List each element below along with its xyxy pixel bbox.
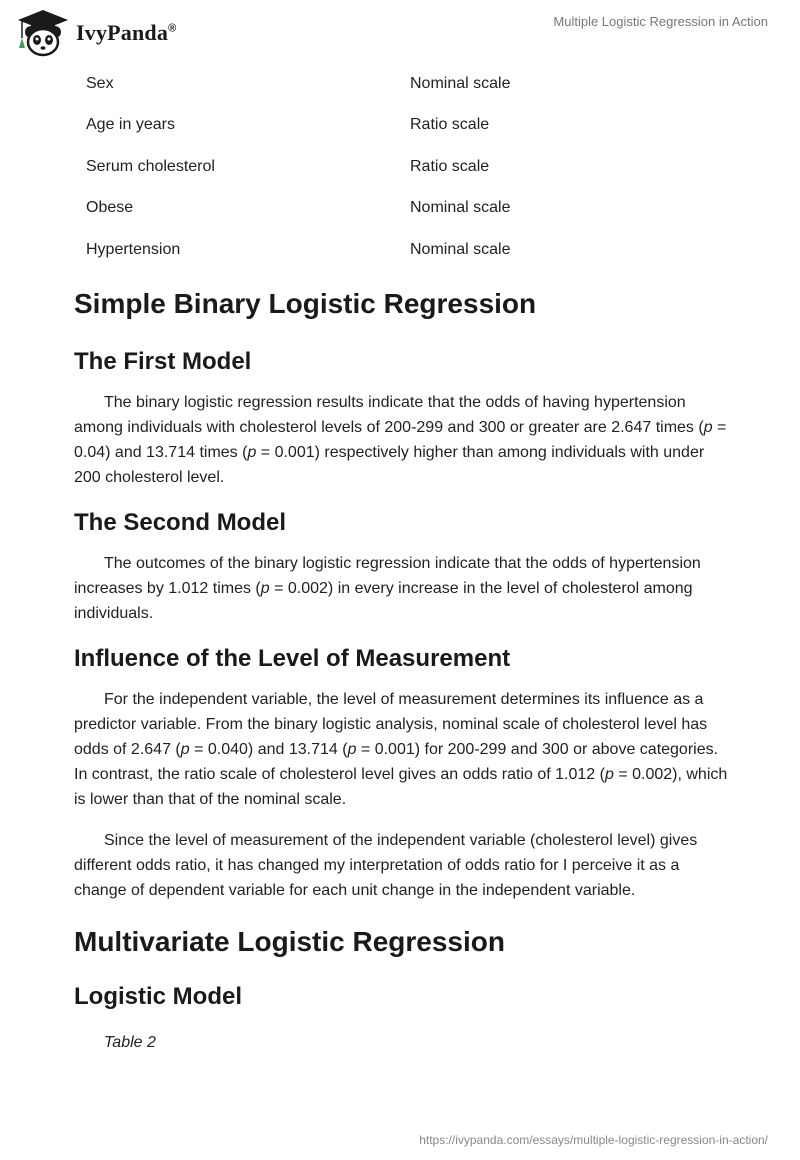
brand-text: IvyPanda (76, 20, 169, 45)
registered-mark: ® (168, 22, 177, 35)
panda-graduate-icon (14, 8, 72, 58)
ivypanda-logo[interactable] (14, 8, 176, 58)
text-span: = 0.002), which is lower than that of the nominal scale. (74, 766, 728, 808)
p-symbol: p (247, 444, 257, 461)
table-row (86, 188, 726, 230)
heading-influence: Influence of the Level of Measurement (74, 645, 511, 672)
p-symbol: p (604, 766, 614, 783)
article-body (74, 272, 734, 1055)
paragraph-influence-1 (74, 687, 734, 812)
document-title: Multiple Logistic Regression in Action (553, 14, 768, 29)
paragraph-second-model (74, 551, 734, 626)
scale-cell: Ratio scale (410, 157, 490, 175)
variable-cell: Age in years (86, 116, 175, 134)
text-span: The outcomes of the binary logistic regression indicate that the odds of hypertension increases by 1.012 times ( (74, 555, 701, 597)
scale-cell: Nominal scale (410, 74, 511, 92)
variables-table (86, 63, 726, 271)
heading-first-model: The First Model (74, 348, 252, 375)
scale-cell: Nominal scale (410, 199, 511, 217)
heading-simple-binary: Simple Binary Logistic Regression (74, 288, 537, 319)
text-span: The binary logistic regression results indicate that the odds of having hypertension among individuals with cholesterol levels of 200-299 and 300 or greater are 2.647 times ( (74, 394, 704, 436)
heading-second-model: The Second Model (74, 509, 287, 536)
variable-cell: Obese (86, 199, 134, 217)
p-symbol: p (703, 419, 713, 436)
table-row (86, 146, 726, 188)
scale-cell: Nominal scale (410, 240, 511, 258)
paragraph-first-model (74, 390, 734, 490)
heading-logistic-model: Logistic Model (74, 983, 242, 1010)
variable-cell: Serum cholesterol (86, 157, 215, 175)
paragraph-influence-2: Since the level of measurement of the independent variable (cholesterol level) gives different odds ratio, it has changed my interpretation of odds ratio for I perceive it as a change of dependent variable for each unit change in the independent variable. (74, 832, 698, 899)
text-span: = 0.040) and 13.714 ( (189, 741, 348, 758)
brand-name (76, 20, 176, 46)
table-caption: Table 2 (104, 1034, 156, 1051)
text-span: For the independent variable, the level of measurement determines its influence as a predictor variable. From the binary logistic analysis, nominal scale of cholesterol level has odds of 2.647 ( (74, 691, 708, 758)
text-span: = 0.002) in every increase in the level of cholesterol among individuals. (74, 580, 693, 622)
table-row (86, 105, 726, 147)
text-span: = 0.001) respectively higher than among individuals with under 200 cholesterol level. (74, 444, 705, 486)
text-span: = 0.04) and 13.714 times ( (74, 419, 727, 461)
p-symbol: p (347, 741, 357, 758)
scale-cell: Ratio scale (410, 116, 490, 134)
variable-cell: Sex (86, 74, 114, 92)
p-symbol: p (180, 741, 190, 758)
text-span: = 0.001) for 200-299 and 300 or above categories. In contrast, the ratio scale of cholesterol level gives an odds ratio of 1.012 ( (74, 741, 719, 783)
table-row (86, 63, 726, 105)
variable-cell: Hypertension (86, 240, 181, 258)
p-symbol: p (260, 580, 270, 597)
source-url[interactable]: https://ivypanda.com/essays/multiple-logistic-regression-in-action/ (419, 1133, 768, 1147)
page-header (0, 0, 800, 64)
table-row (86, 229, 726, 271)
heading-multivariate: Multivariate Logistic Regression (74, 926, 505, 957)
